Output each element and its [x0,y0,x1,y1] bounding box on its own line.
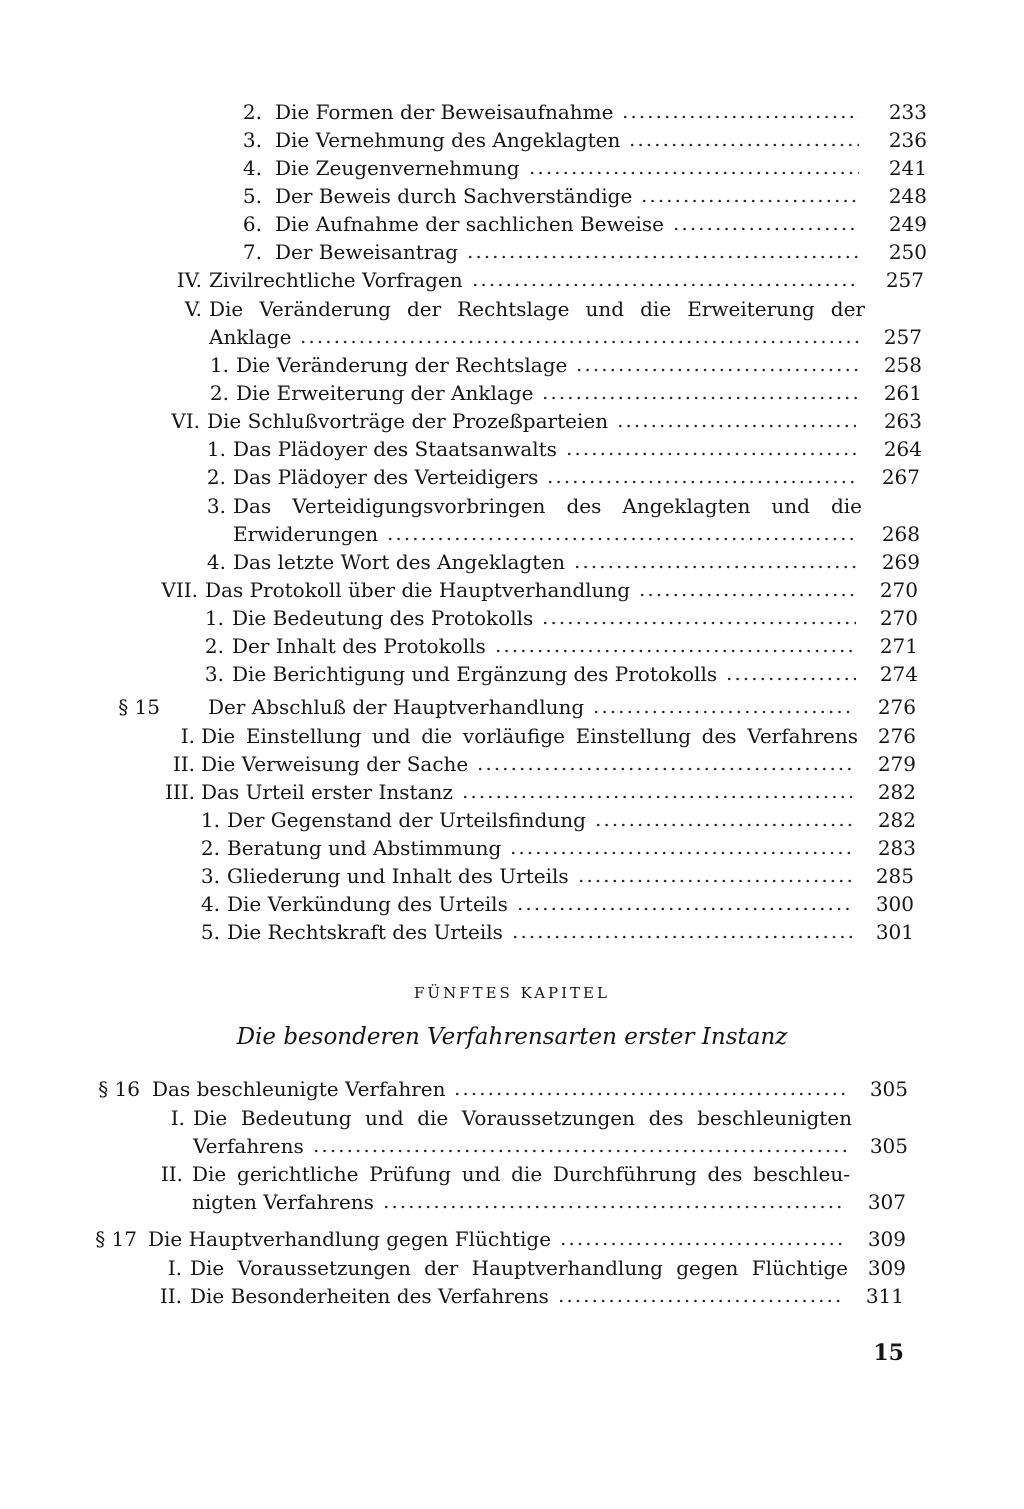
dot-leader [471,283,859,287]
toc-entry [0,750,1024,780]
toc-entry [0,126,1024,156]
toc-entry-title: Die Verkündung des Urteils [227,892,508,916]
dot-leader [476,767,852,771]
toc-entry [0,576,1024,606]
toc-entry-number: 7. [242,240,262,264]
toc-entry-page: 307 [867,1190,906,1214]
toc-entry-title: Anklage [209,325,292,349]
toc-entry [0,1075,1024,1105]
toc-entry-number: III. [164,780,195,804]
toc-entry-title: Die Schlußvorträge der Prozeßparteien [207,409,609,433]
toc-entry-page: 233 [888,100,927,124]
toc-entry-number: § 15 [118,695,160,719]
dot-leader [594,823,852,827]
toc-entry-title: Die Bedeutung und die Voraussetzungen des beschleunigten [193,1106,852,1130]
toc-entry-title: Die Verweisung der Sache [201,752,469,776]
toc-entry-number: 5. [200,920,220,944]
toc-entry-number: 2. [204,634,224,658]
toc-entry [0,379,1024,409]
dot-leader [575,368,859,372]
toc-entry-number: 2. [242,100,262,124]
dot-leader [312,1149,846,1153]
toc-entry-page: 270 [879,606,918,630]
toc-entry [0,1254,1024,1284]
toc-entry-page: 263 [883,409,922,433]
toc-entry-title: Das letzte Wort des Angeklagten [233,550,566,574]
dot-leader [546,480,856,484]
dot-leader [725,677,856,681]
dot-leader [466,255,859,259]
toc-entry [0,862,1024,892]
dot-leader [461,795,852,799]
toc-entry-title: Zivilrechtliche Vorfragen [209,268,463,292]
toc-entry-title: Die gerichtliche Prüfung und die Durchführung des beschleu- [192,1162,850,1186]
toc-entry-number: VII. [161,578,198,602]
toc-entry-page: 300 [875,892,914,916]
toc-entry-title: Die Veränderung der Rechtslage und die Erweiterung der [209,297,865,321]
toc-entry [0,210,1024,240]
toc-entry [0,778,1024,808]
toc-entry-title: Die Voraussetzungen der Hauptverhandlung gegen Flüchtige [190,1256,848,1280]
toc-entry [0,435,1024,465]
dot-leader [541,396,859,400]
toc-entry-number: 3. [206,494,226,518]
toc-entry-number: 2. [206,465,226,489]
toc-entry-title: Die Berichtigung und Ergänzung des Protokolls [232,662,718,686]
toc-entry-title: Die Rechtskraft des Urteils [227,920,503,944]
toc-entry [0,890,1024,920]
toc-entry [0,1104,1024,1134]
toc-entry-title: Der Gegenstand der Urteilsfindung [227,808,586,832]
toc-entry-page: 236 [888,128,927,152]
toc-entry-title: Die Formen der Beweisaufnahme [275,100,614,124]
toc-entry [0,1132,1024,1162]
toc-entry [0,660,1024,690]
toc-entry-title: Der Abschluß der Hauptverhandlung [208,695,585,719]
toc-entry-title: Gliederung und Inhalt des Urteils [227,864,569,888]
dot-leader [565,452,856,456]
toc-entry [0,463,1024,493]
toc-entry-title: Das beschleunigte Verfahren [152,1077,446,1101]
toc-entry-page: 249 [888,212,927,236]
toc-entry-page: 257 [883,325,922,349]
dot-leader [528,171,859,175]
toc-entry [0,918,1024,948]
dot-leader [577,879,852,883]
toc-entry-number: V. [184,297,202,321]
toc-entry [0,295,1024,325]
toc-entry-title: Verfahrens [193,1134,304,1158]
toc-entry-page: 270 [879,578,918,602]
dot-leader [640,199,859,203]
toc-entry-page: 258 [883,353,922,377]
toc-entry-number: 4. [206,550,226,574]
toc-entry-page: 274 [879,662,918,686]
toc-entry-title: Die Erweiterung der Anklage [236,381,534,405]
toc-entry-title: Der Inhalt des Protokolls [232,634,486,658]
toc-entry-page: 264 [883,437,922,461]
toc-entry-title: Erwiderungen [233,522,379,546]
toc-entry-title: Das Protokoll über die Hauptverhandlung [205,578,631,602]
toc-entry-number: 1. [206,437,226,461]
toc-entry [0,1188,1024,1218]
dot-leader [299,340,859,344]
dot-leader [516,907,852,911]
toc-entry [0,604,1024,634]
dot-leader [541,621,856,625]
toc-entry [0,632,1024,662]
toc-entry [0,154,1024,184]
toc-entry [0,266,1024,296]
toc-entry-page: 305 [869,1134,908,1158]
toc-entry-page: 309 [867,1256,906,1280]
toc-entry-page: 276 [877,724,916,748]
toc-entry-number: 1. [204,606,224,630]
toc-entry [0,238,1024,268]
toc-entry-page: 282 [877,808,916,832]
toc-entry-number: 4. [242,156,262,180]
toc-entry [0,834,1024,864]
toc-entry-title: Der Beweisantrag [275,240,459,264]
toc-entry-page: 269 [881,550,920,574]
toc-entry-page: 268 [881,522,920,546]
toc-entry-number: VI. [171,409,200,433]
dot-leader [621,115,859,119]
toc-entry-title: Die Aufnahme der sachlichen Beweise [275,212,664,236]
toc-entry-page: 283 [877,836,916,860]
toc-entry-page: 279 [877,752,916,776]
toc-entry-title: Das Plädoyer des Verteidigers [233,465,539,489]
toc-entry-number: 3. [200,864,220,888]
toc-entry-title: Die Vernehmung des Angeklagten [275,128,621,152]
toc-entry-title: nigten Verfahrens [192,1190,374,1214]
toc-entry-page: 305 [869,1077,908,1101]
toc-entry-number: 1. [209,353,229,377]
toc-entry [0,351,1024,381]
dot-leader [616,424,856,428]
toc-entry-page: 271 [879,634,918,658]
toc-entry-number: I. [167,1256,182,1280]
dot-leader [638,593,856,597]
toc-entry-title: Das Urteil erster Instanz [201,780,453,804]
dot-leader [628,143,859,147]
toc-entry-number: § 16 [98,1077,140,1101]
toc-entry-page: 311 [865,1284,904,1308]
toc-entry-title: Das Verteidigungsvorbringen des Angeklagten und die [233,494,862,518]
toc-entry-number: IV. [176,268,202,292]
dot-leader [386,537,856,541]
toc-entry [0,98,1024,128]
toc-entry-number: 5. [242,184,262,208]
toc-entry-number: II. [160,1162,183,1186]
toc-entry [0,520,1024,550]
toc-entry [0,1225,1024,1255]
toc-entry-title: Die Zeugenvernehmung [275,156,520,180]
toc-entry-number: II. [172,752,195,776]
toc-entry-number: 1. [200,808,220,832]
toc-entry-page: 285 [875,864,914,888]
chapter-label: FÜNFTES KAPITEL [414,984,610,1002]
toc-entry-page: 261 [883,381,922,405]
toc-entry-number: 3. [204,662,224,686]
toc-entry [0,1160,1024,1190]
toc-entry-page: 282 [877,780,916,804]
dot-leader [509,851,852,855]
dot-leader [511,935,852,939]
toc-entry-number: 3. [242,128,262,152]
toc-entry-number: I. [170,1106,185,1130]
toc-entry-number: § 17 [95,1227,137,1251]
toc-entry-number: 2. [200,836,220,860]
toc-entry [0,722,1024,752]
toc-entry-title: Die Bedeutung des Protokolls [232,606,534,630]
toc-entry-title: Beratung und Abstimmung [227,836,502,860]
toc-entry-title: Die Veränderung der Rechtslage [236,353,568,377]
toc-entry [0,407,1024,437]
toc-entry-title: Die Einstellung und die vorläufige Einstellung des Verfahrens [201,724,858,748]
dot-leader [573,565,856,569]
toc-entry-number: 6. [242,212,262,236]
toc-entry [0,182,1024,212]
toc-entry [0,806,1024,836]
toc-entry-number: I. [180,724,195,748]
toc-entry-page: 257 [885,268,924,292]
dot-leader [382,1205,844,1209]
toc-entry [0,323,1024,353]
toc-entry [0,693,1024,723]
toc-entry [0,492,1024,522]
page-number: 15 [873,1340,904,1366]
toc-entry-title: Das Plädoyer des Staatsanwalts [233,437,557,461]
dot-leader [672,227,859,231]
toc-entry-title: Die Besonderheiten des Verfahrens [190,1284,549,1308]
toc-entry-number: 2. [209,381,229,405]
chapter-title: Die besonderen Verfahrensarten erster Instanz [236,1024,788,1050]
dot-leader [557,1299,842,1303]
toc-entry [0,1282,1024,1312]
toc-entry-page: 309 [867,1227,906,1251]
toc-entry-page: 248 [888,184,927,208]
dot-leader [453,1092,846,1096]
toc-entry-number: II. [159,1284,182,1308]
toc-entry-number: 4. [200,892,220,916]
toc-entry-title: Der Beweis durch Sachverständige [275,184,633,208]
dot-leader [494,649,856,653]
dot-leader [592,710,852,714]
toc-entry-page: 301 [875,920,914,944]
toc-entry-page: 241 [888,156,927,180]
toc-entry-title: Die Hauptverhandlung gegen Flüchtige [148,1227,552,1251]
toc-entry-page: 250 [888,240,927,264]
toc-entry-page: 267 [881,465,920,489]
dot-leader [559,1242,844,1246]
toc-entry [0,548,1024,578]
toc-entry-page: 276 [877,695,916,719]
